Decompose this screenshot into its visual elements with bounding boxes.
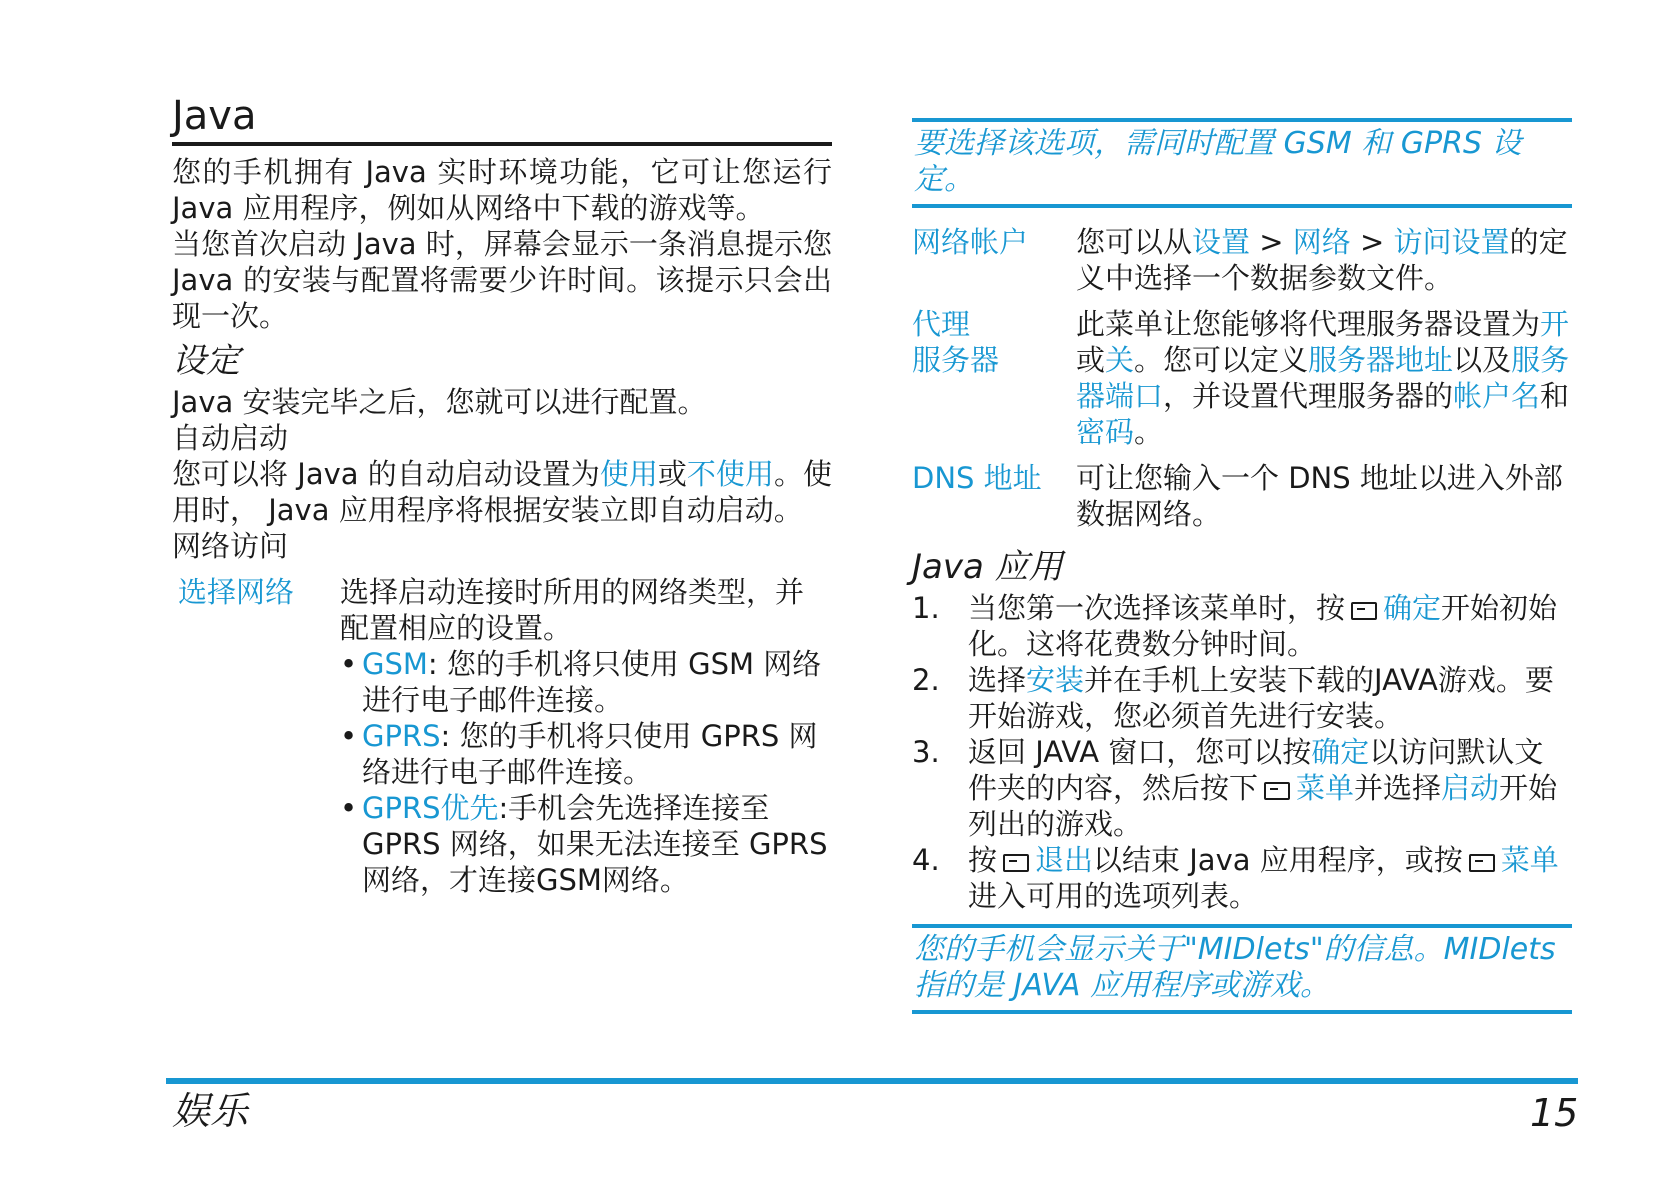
option-gprs: GPRS <box>362 719 441 753</box>
select-network-row <box>172 574 832 898</box>
step-number: 4. <box>912 843 940 877</box>
left-column <box>172 90 832 904</box>
option-gsm-text: : 您的手机将只使用 GSM 网络进行电子邮件连接。 <box>362 647 822 717</box>
title-rule <box>172 142 832 146</box>
dns-definition: 可让您输入一个 DNS 地址以进入外部数据网络。 <box>1076 461 1563 531</box>
intro-paragraph-2: 当您首次启动 Java 时，屏幕会显示一条消息提示您 Java 的安装与配置将需要少许时间。该提示只会出现一次。 <box>172 227 832 333</box>
right-column <box>912 118 1572 1014</box>
left-softkey-icon <box>1351 602 1377 620</box>
account-def-b: 的定义中选择一个数据参数文件。 <box>1076 225 1568 295</box>
proxy-off-option: 关 <box>1105 343 1135 377</box>
page-title: Java <box>172 93 257 139</box>
step-3-text-a: 返回 JAVA 窗口，您可以按 <box>968 735 1312 769</box>
step-number: 2. <box>912 663 940 697</box>
network-options-list <box>340 646 832 898</box>
step-text <box>968 662 1572 734</box>
footer-section-title: 娱乐 <box>172 1089 249 1133</box>
network-heading: 网络访问 <box>172 529 289 563</box>
step-4-text-b: 以结束 Java 应用程序，或按 <box>1093 843 1463 877</box>
left-softkey-icon <box>1264 782 1290 800</box>
step-4-text-a: 按 <box>968 843 998 877</box>
autostart-text-a: 您可以将 Java 的自动启动设置为 <box>172 457 600 491</box>
autostart-text-b: 。使用时， Java 应用程序将根据安装立即自动启动。 <box>172 457 832 527</box>
menu-key-label: 菜单 <box>1500 843 1559 877</box>
step-3-text-d: 开始列出的游戏。 <box>968 771 1558 841</box>
list-item <box>340 790 832 898</box>
breadcrumb-separator: > <box>1250 225 1293 259</box>
steps-list <box>912 590 1572 914</box>
step-1-text-b: 开始初始化。这将花费数分钟时间。 <box>968 591 1558 661</box>
server-address-option: 服务器地址 <box>1308 343 1454 377</box>
page-number: 15 <box>1530 1091 1579 1135</box>
autostart-nouse-option: 不使用 <box>686 457 774 491</box>
proxy-or: 或 <box>1076 343 1106 377</box>
launch-option: 启动 <box>1441 771 1500 805</box>
link-settings: 设置 <box>1192 225 1251 259</box>
list-item <box>340 646 832 718</box>
option-gprs-preferred-text: :手机会先选择连接至 GPRS 网络，如果无法连接至 GPRS网络，才连接GSM网络。 <box>362 791 828 897</box>
list-item <box>912 842 1572 914</box>
server-port-option: 服务器端口 <box>1076 343 1570 413</box>
list-item <box>340 718 832 790</box>
dns-term: DNS 地址 <box>912 461 1042 495</box>
select-network-description: 选择启动连接时所用的网络类型，并配置相应的设置。 <box>340 575 805 645</box>
link-access-settings: 访问设置 <box>1393 225 1510 259</box>
step-number: 3. <box>912 735 940 769</box>
exit-key-label: 退出 <box>1035 843 1094 877</box>
select-network-definition <box>340 574 832 898</box>
settings-text: Java 安装完毕之后，您就可以进行配置。 <box>172 385 707 419</box>
step-3-text-c: 并选择 <box>1354 771 1442 805</box>
network-account-definition <box>1076 224 1572 296</box>
link-network: 网络 <box>1292 225 1351 259</box>
intro-paragraph-1: 您的手机拥有 Java 实时环境功能，它可让您运行 Java 应用程序，例如从网络中下载的游戏等。 <box>172 155 832 225</box>
account-def-a: 您可以从 <box>1076 225 1193 259</box>
step-2-text-a: 选择 <box>968 663 1027 697</box>
option-gprs-text: : 您的手机将只使用 GPRS 网络进行电子邮件连接。 <box>362 719 818 789</box>
midlets-note: 您的手机会显示关于"MIDlets"的信息。MIDlets 指的是 JAVA 应用程序或游戏。 <box>912 924 1572 1014</box>
proxy-definition <box>1076 306 1572 450</box>
proxy-and: 和 <box>1540 379 1570 413</box>
menu-key-label: 菜单 <box>1296 771 1355 805</box>
step-number: 1. <box>912 591 940 625</box>
list-item <box>912 734 1572 842</box>
proxy-def-a: 此菜单让您能够将代理服务器设置为 <box>1076 307 1541 341</box>
select-network-term: 选择网络 <box>178 575 295 609</box>
step-text <box>968 734 1572 842</box>
java-apps-heading: Java 应用 <box>912 547 1063 587</box>
gsm-gprs-note: 要选择该选项，需同时配置 GSM 和 GPRS 设定。 <box>912 118 1572 208</box>
proxy-def-e: 。 <box>1134 415 1164 449</box>
network-account-row <box>912 224 1572 296</box>
step-text <box>968 590 1572 662</box>
step-4-text-c: 进入可用的选项列表。 <box>968 879 1259 913</box>
proxy-def-d: ，并设置代理服务器的 <box>1163 379 1454 413</box>
footer-rule <box>166 1078 1578 1084</box>
username-option: 帐户名 <box>1453 379 1541 413</box>
autostart-text <box>172 456 832 528</box>
list-item <box>912 662 1572 734</box>
proxy-term-line-1: 代理 <box>912 307 971 341</box>
ok-key-label: 确定 <box>1311 735 1370 769</box>
settings-heading: 设定 <box>172 341 240 381</box>
step-2-text-b: 并在手机上安装下载的JAVA游戏。要开始游戏，您必须首先进行安装。 <box>968 663 1554 733</box>
list-item <box>912 590 1572 662</box>
autostart-or: 或 <box>657 457 687 491</box>
left-softkey-icon <box>1469 854 1495 872</box>
step-3-text-b: 以访问默认文件夹的内容，然后按下 <box>968 735 1544 805</box>
proxy-def-b: 。您可以定义 <box>1134 343 1309 377</box>
proxy-term <box>912 306 1076 450</box>
option-gsm: GSM <box>362 647 428 681</box>
proxy-row <box>912 306 1572 450</box>
autostart-heading: 自动启动 <box>172 421 289 455</box>
ok-key-label: 确定 <box>1383 591 1442 625</box>
proxy-def-c: 以及 <box>1453 343 1512 377</box>
proxy-term-line-2: 服务器 <box>912 343 1000 377</box>
network-account-term: 网络帐户 <box>912 225 1029 259</box>
install-option: 安装 <box>1026 663 1085 697</box>
step-text <box>968 842 1572 914</box>
dns-row <box>912 460 1572 532</box>
step-1-text-a: 当您第一次选择该菜单时，按 <box>968 591 1346 625</box>
right-softkey-icon <box>1003 854 1029 872</box>
password-option: 密码 <box>1076 415 1135 449</box>
autostart-use-option: 使用 <box>599 457 658 491</box>
proxy-on-option: 开 <box>1540 307 1570 341</box>
breadcrumb-separator: > <box>1350 225 1394 259</box>
option-gprs-preferred: GPRS优先 <box>362 791 499 825</box>
